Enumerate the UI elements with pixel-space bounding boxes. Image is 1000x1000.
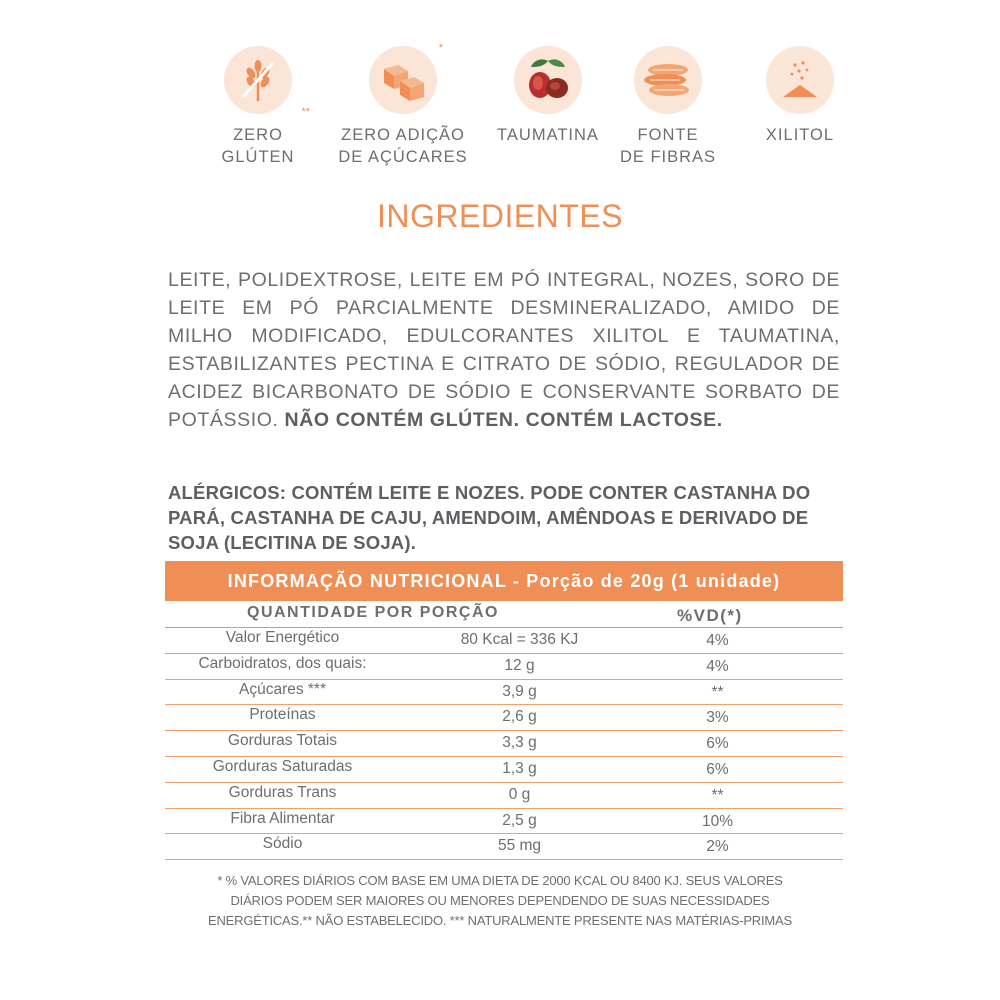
nutrient-amount: 0 g	[508, 785, 531, 803]
nutrient-name: Carboidratos, dos quais:	[198, 654, 367, 672]
nutrition-column-headers	[165, 601, 843, 628]
nutrient-amount: 3,3 g	[502, 734, 537, 752]
nutrient-amount: 2,6 g	[502, 708, 537, 726]
zero-sugar-marker: *	[438, 42, 443, 54]
table-row	[165, 809, 843, 835]
nutrient-vd: 4%	[706, 632, 729, 649]
nutrient-name: Gorduras Trans	[228, 783, 337, 801]
footnote-line: * % VALORES DIÁRIOS COM BASE EM UMA DIETA DE 2000 KCAL OU 8400 KJ. SEUS VALORES	[217, 873, 783, 888]
quantity-column-header: QUANTIDADE POR PORÇÃO	[247, 604, 499, 621]
fibras-line1: FONTE	[637, 126, 699, 144]
allergens-text: ALÉRGICOS: CONTÉM LEITE E NOZES. PODE CONTER CASTANHA DO PARÁ, CASTANHA DE CAJU, AMENDOIM, AMÊNDOAS E DERIVADO DE SOJA (LECITINA DE SOJA).	[168, 482, 811, 553]
taumatina-line1: TAUMATINA	[497, 126, 599, 144]
nutrient-vd: 6%	[706, 735, 729, 753]
nutrition-header: INFORMAÇÃO NUTRICIONAL - Porção de 20g (1 unidade)	[165, 561, 843, 601]
footnote	[0, 871, 1000, 931]
table-row	[165, 783, 843, 809]
feature-badges	[0, 42, 1000, 176]
wheat-icon	[235, 57, 281, 103]
nutrient-name: Fibra Alimentar	[230, 809, 335, 827]
zero-gluten-label	[183, 124, 333, 168]
powder-pile-icon	[777, 57, 823, 103]
fibras-line2: DE FIBRAS	[619, 148, 717, 166]
nutrient-vd: 6%	[706, 760, 729, 778]
zero-gluten-circle	[224, 46, 310, 118]
zero-gluten-marker: **	[301, 106, 310, 118]
table-row	[165, 834, 843, 860]
badge-fibras	[593, 46, 743, 168]
zero-sugar-line2: DE AÇÚCARES	[338, 148, 468, 166]
nutrient-name: Valor Energético	[225, 629, 340, 646]
nutrient-vd: 10%	[701, 812, 734, 830]
badge-xilitol	[725, 46, 875, 146]
zero-sugar-line1: ZERO ADIÇÃO	[341, 126, 465, 144]
ingredients-title: INGREDIENTES	[376, 198, 624, 234]
table-row	[165, 731, 843, 757]
nutrient-amount: 3,9 g	[502, 682, 537, 700]
nutrient-vd: 4%	[706, 657, 729, 675]
table-row	[165, 654, 843, 680]
zero-sugar-circle	[369, 42, 443, 114]
nutrient-vd: 2%	[706, 838, 729, 856]
zero-sugar-label	[328, 124, 478, 168]
ingredients-text	[168, 266, 840, 434]
nutrient-name: Açúcares ***	[238, 680, 326, 698]
table-row	[165, 680, 843, 706]
vd-column-header: %VD(*)	[677, 606, 743, 625]
sugar-cubes-icon	[378, 57, 428, 103]
footnote-line: ENERGÉTICAS.** NÃO ESTABELECIDO. *** NATURALMENTE PRESENTE NAS MATÉRIAS-PRIMAS	[208, 913, 792, 928]
nutrient-amount: 55 mg	[497, 837, 542, 855]
footnote-line: DIÁRIOS PODEM SER MAIORES OU MENORES DEPENDENDO DE SUAS NECESSIDADES	[230, 893, 770, 908]
xilitol-label	[725, 124, 875, 146]
nutrition-table	[165, 561, 843, 860]
nutrient-amount: 80 Kcal = 336 KJ	[460, 631, 579, 648]
nutrient-name: Gorduras Totais	[227, 732, 338, 750]
fruit-icon	[521, 55, 575, 105]
nutrient-vd: 3%	[706, 709, 729, 727]
zero-gluten-line1: ZERO	[233, 126, 283, 144]
nutrient-amount: 2,5 g	[502, 811, 537, 829]
table-row	[165, 705, 843, 731]
nutrient-amount: 1,3 g	[502, 759, 537, 777]
ingredients-warning: NÃO CONTÉM GLÚTEN. CONTÉM LACTOSE.	[284, 409, 723, 431]
badge-zero-sugar	[328, 42, 478, 168]
nutrient-name: Sódio	[262, 835, 303, 853]
table-row	[165, 628, 843, 654]
fibras-label	[593, 124, 743, 168]
badge-zero-gluten	[183, 46, 333, 168]
taumatina-circle	[514, 46, 582, 114]
nutrient-vd: **	[711, 683, 724, 701]
ingredients-list: LEITE, POLIDEXTROSE, LEITE EM PÓ INTEGRAL, NOZES, SORO DE LEITE EM PÓ PARCIALMENTE DESMINERALIZADO, AMIDO DE MILHO MODIFICADO, EDULCORANTES XILITOL E TAUMATINA, ESTABILIZANTES PECTINA E CITRATO DE SÓDIO, REGULADOR DE ACIDEZ BICARBONATO DE SÓDIO E CONSERVANTE SORBATO DE POTÁSSIO.	[168, 269, 840, 431]
xilitol-circle	[766, 46, 834, 114]
xilitol-line1: XILITOL	[765, 126, 835, 144]
zero-gluten-line2: GLÚTEN	[221, 148, 295, 166]
oat-flakes-icon	[641, 60, 695, 100]
nutrient-amount: 12 g	[504, 656, 535, 674]
table-row	[165, 757, 843, 783]
nutrient-name: Gorduras Saturadas	[212, 757, 353, 775]
fibras-circle	[634, 46, 702, 114]
nutrient-name: Proteínas	[249, 706, 316, 724]
nutrient-vd: **	[711, 786, 724, 804]
